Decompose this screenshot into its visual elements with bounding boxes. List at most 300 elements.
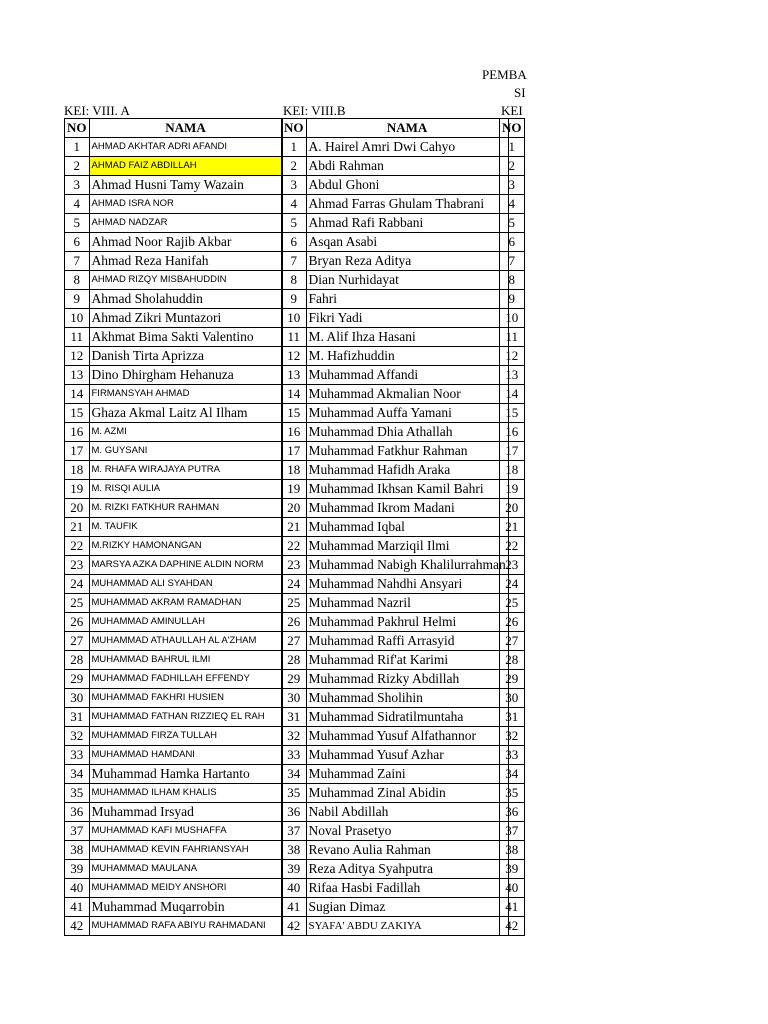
row-number: 38 — [282, 841, 307, 860]
student-name: MUHAMMAD ILHAM KHALIS — [89, 784, 282, 803]
student-name: Muhammad Raffi Arrasyid — [306, 632, 508, 651]
table-row — [282, 784, 509, 803]
row-number: 18 — [500, 461, 525, 480]
row-number: 39 — [65, 860, 90, 879]
table-row — [500, 594, 525, 613]
table-row — [282, 423, 509, 442]
student-name: Ahmad Husni Tamy Wazain — [89, 176, 282, 195]
row-number: 31 — [282, 708, 307, 727]
student-name: Abdi Rahman — [306, 157, 508, 176]
row-number: 27 — [65, 632, 90, 651]
row-number: 37 — [65, 822, 90, 841]
table-row — [282, 727, 509, 746]
row-number: 41 — [65, 898, 90, 917]
table-row — [282, 822, 509, 841]
row-number: 18 — [282, 461, 307, 480]
table-row — [500, 632, 525, 651]
row-number: 14 — [65, 385, 90, 404]
student-table-c — [499, 118, 525, 936]
table-row — [500, 841, 525, 860]
table-row — [65, 480, 283, 499]
table-row — [282, 328, 509, 347]
student-name: Muhammad Zaini — [306, 765, 508, 784]
row-number: 28 — [500, 651, 525, 670]
student-name: Muhammad Akmalian Noor — [306, 385, 508, 404]
table-row — [65, 765, 283, 784]
table-row — [500, 518, 525, 537]
row-number: 35 — [500, 784, 525, 803]
table-row — [65, 803, 283, 822]
table-row — [282, 385, 509, 404]
student-name: AHMAD FAIZ ABDILLAH — [89, 157, 282, 176]
row-number: 20 — [500, 499, 525, 518]
table-row — [282, 575, 509, 594]
student-name: Ahmad Noor Rajib Akbar — [89, 233, 282, 252]
table-row — [65, 157, 283, 176]
row-number: 27 — [282, 632, 307, 651]
table-row — [282, 176, 509, 195]
table-row — [65, 841, 283, 860]
table-row — [65, 708, 283, 727]
table-row — [65, 347, 283, 366]
row-number: 32 — [500, 727, 525, 746]
table-row — [282, 898, 509, 917]
student-name: Asqan Asabi — [306, 233, 508, 252]
row-number: 13 — [282, 366, 307, 385]
row-number: 10 — [282, 309, 307, 328]
row-number: 40 — [500, 879, 525, 898]
row-number: 42 — [500, 917, 525, 936]
row-number: 5 — [282, 214, 307, 233]
row-number: 1 — [500, 138, 525, 157]
row-number: 14 — [282, 385, 307, 404]
student-name: Muhammad Sholihin — [306, 689, 508, 708]
table-row — [65, 670, 283, 689]
row-number: 22 — [282, 537, 307, 556]
student-name: MUHAMMAD RAFA ABIYU RAHMADANI — [89, 917, 282, 936]
row-number: 25 — [500, 594, 525, 613]
header-line-2: SI — [514, 85, 526, 100]
student-name: M. GUYSANI — [89, 442, 282, 461]
table-row — [282, 632, 509, 651]
student-name: Muhammad Sidratilmuntaha — [306, 708, 508, 727]
row-number: 24 — [500, 575, 525, 594]
student-name: Muhammad Ikrom Madani — [306, 499, 508, 518]
row-number: 32 — [65, 727, 90, 746]
table-row — [65, 214, 283, 233]
row-number: 9 — [500, 290, 525, 309]
table-row — [500, 366, 525, 385]
row-number: 1 — [282, 138, 307, 157]
table-row — [65, 746, 283, 765]
table-row — [500, 898, 525, 917]
table-row — [282, 917, 509, 936]
student-name: MUHAMMAD MEIDY ANSHORI — [89, 879, 282, 898]
row-number: 23 — [282, 556, 307, 575]
student-name: Muhammad Marziqil Ilmi — [306, 537, 508, 556]
student-name: Abdul Ghoni — [306, 176, 508, 195]
row-number: 13 — [65, 366, 90, 385]
table-row — [282, 708, 509, 727]
row-number: 15 — [282, 404, 307, 423]
column-header-no: NO — [65, 119, 90, 138]
student-name: MUHAMMAD FAKHRI HUSIEN — [89, 689, 282, 708]
row-number: 11 — [65, 328, 90, 347]
table-row — [500, 727, 525, 746]
table-row — [282, 309, 509, 328]
table-row — [65, 499, 283, 518]
header-line-1: PEMBA — [482, 67, 527, 82]
row-number: 25 — [65, 594, 90, 613]
table-row — [500, 423, 525, 442]
row-number: 5 — [65, 214, 90, 233]
table-row — [282, 689, 509, 708]
row-number: 11 — [282, 328, 307, 347]
student-name: M. AZMI — [89, 423, 282, 442]
table-row — [65, 556, 283, 575]
table-row — [500, 575, 525, 594]
student-name: M. RHAFA WIRAJAYA PUTRA — [89, 461, 282, 480]
row-number: 40 — [65, 879, 90, 898]
table-row — [500, 651, 525, 670]
row-number: 41 — [282, 898, 307, 917]
row-number: 16 — [65, 423, 90, 442]
student-name: Ahmad Rafi Rabbani — [306, 214, 508, 233]
table-row — [65, 613, 283, 632]
table-row — [65, 594, 283, 613]
table-row — [65, 518, 283, 537]
row-number: 17 — [65, 442, 90, 461]
table-row — [500, 822, 525, 841]
student-name: FIRMANSYAH AHMAD — [89, 385, 282, 404]
row-number: 4 — [500, 195, 525, 214]
row-number: 23 — [500, 556, 525, 575]
class-label-a: KEI: VIII. A — [64, 103, 130, 118]
table-row — [500, 480, 525, 499]
table-row — [500, 746, 525, 765]
student-name: Rifaa Hasbi Fadillah — [306, 879, 508, 898]
row-number: 15 — [500, 404, 525, 423]
table-row — [500, 537, 525, 556]
table-row — [65, 309, 283, 328]
table-row — [282, 366, 509, 385]
table-row — [65, 879, 283, 898]
student-name: Reza Aditya Syahputra — [306, 860, 508, 879]
student-name: Muhammad Pakhrul Helmi — [306, 613, 508, 632]
student-name: Akhmat Bima Sakti Valentino — [89, 328, 282, 347]
table-row — [500, 290, 525, 309]
row-number: 33 — [500, 746, 525, 765]
table-row — [500, 803, 525, 822]
table-row — [500, 860, 525, 879]
table-row — [65, 138, 283, 157]
student-name: Muhammad Nahdhi Ansyari — [306, 575, 508, 594]
table-row — [500, 385, 525, 404]
row-number: 40 — [282, 879, 307, 898]
table-row — [65, 898, 283, 917]
student-name: AHMAD ISRA NOR — [89, 195, 282, 214]
table-row — [65, 366, 283, 385]
table-row — [65, 328, 283, 347]
student-name: Danish Tirta Aprizza — [89, 347, 282, 366]
table-row — [282, 613, 509, 632]
row-number: 28 — [65, 651, 90, 670]
row-number: 29 — [500, 670, 525, 689]
row-number: 21 — [500, 518, 525, 537]
row-number: 26 — [282, 613, 307, 632]
row-number: 24 — [282, 575, 307, 594]
table-row — [65, 860, 283, 879]
student-name: MUHAMMAD FATHAN RIZZIEQ EL RAH — [89, 708, 282, 727]
student-name: M. TAUFIK — [89, 518, 282, 537]
row-number: 8 — [65, 271, 90, 290]
table-row — [282, 461, 509, 480]
table-row — [65, 632, 283, 651]
table-row — [500, 765, 525, 784]
student-name: A. Hairel Amri Dwi Cahyo — [306, 138, 508, 157]
table-row — [282, 765, 509, 784]
table-row — [282, 442, 509, 461]
column-header-no: NO — [500, 119, 525, 138]
table-row — [282, 252, 509, 271]
row-number: 14 — [500, 385, 525, 404]
student-name: AHMAD RIZQY MISBAHUDDIN — [89, 271, 282, 290]
student-name: Dian Nurhidayat — [306, 271, 508, 290]
table-row — [282, 157, 509, 176]
class-label-c: KEI — [501, 103, 523, 118]
row-number: 7 — [500, 252, 525, 271]
row-number: 21 — [65, 518, 90, 537]
table-row — [282, 651, 509, 670]
row-number: 12 — [65, 347, 90, 366]
row-number: 2 — [500, 157, 525, 176]
row-number: 35 — [282, 784, 307, 803]
student-name: Muhammad Rizky Abdillah — [306, 670, 508, 689]
student-name: Muhammad Nazril — [306, 594, 508, 613]
table-row — [500, 670, 525, 689]
row-number: 7 — [282, 252, 307, 271]
row-number: 22 — [500, 537, 525, 556]
row-number: 36 — [282, 803, 307, 822]
table-row — [500, 233, 525, 252]
row-number: 42 — [65, 917, 90, 936]
student-name: Muhammad Rif'at Karimi — [306, 651, 508, 670]
student-name: Muhammad Hafidh Araka — [306, 461, 508, 480]
row-number: 6 — [65, 233, 90, 252]
student-name: MUHAMMAD ALI SYAHDAN — [89, 575, 282, 594]
table-row — [65, 537, 283, 556]
student-name: Ahmad Farras Ghulam Thabrani — [306, 195, 508, 214]
student-name: M. RIZKI FATKHUR RAHMAN — [89, 499, 282, 518]
student-name: Ahmad Zikri Muntazori — [89, 309, 282, 328]
student-name: Muhammad Iqbal — [306, 518, 508, 537]
table-row — [500, 328, 525, 347]
table-row — [65, 917, 283, 936]
student-name: M. RISQI AULIA — [89, 480, 282, 499]
table-row — [65, 651, 283, 670]
table-row — [282, 214, 509, 233]
row-number: 6 — [282, 233, 307, 252]
table-row — [500, 784, 525, 803]
row-number: 5 — [500, 214, 525, 233]
row-number: 41 — [500, 898, 525, 917]
row-number: 12 — [282, 347, 307, 366]
student-name: Muhammad Ikhsan Kamil Bahri — [306, 480, 508, 499]
row-number: 9 — [282, 290, 307, 309]
student-name: Muhammad Fatkhur Rahman — [306, 442, 508, 461]
table-row — [282, 404, 509, 423]
student-name: Fahri — [306, 290, 508, 309]
row-number: 1 — [65, 138, 90, 157]
table-row — [282, 670, 509, 689]
column-header-nama: NAMA — [89, 119, 282, 138]
row-number: 30 — [282, 689, 307, 708]
row-number: 3 — [500, 176, 525, 195]
row-number: 36 — [65, 803, 90, 822]
row-number: 12 — [500, 347, 525, 366]
student-name: Muhammad Yusuf Alfathannor — [306, 727, 508, 746]
table-row — [282, 537, 509, 556]
student-name: MARSYA AZKA DAPHINE ALDIN NORM — [89, 556, 282, 575]
row-number: 27 — [500, 632, 525, 651]
table-row — [500, 195, 525, 214]
row-number: 9 — [65, 290, 90, 309]
table-row — [500, 613, 525, 632]
table-row — [282, 347, 509, 366]
student-name: MUHAMMAD FADHILLAH EFFENDY — [89, 670, 282, 689]
class-label-b: KEI: VIII.B — [283, 103, 346, 118]
student-name: Muhammad Yusuf Azhar — [306, 746, 508, 765]
student-name: M. Hafizhuddin — [306, 347, 508, 366]
table-row — [282, 138, 509, 157]
table-row — [65, 252, 283, 271]
row-number: 19 — [500, 480, 525, 499]
table-row — [65, 784, 283, 803]
table-row — [65, 461, 283, 480]
row-number: 42 — [282, 917, 307, 936]
row-number: 39 — [500, 860, 525, 879]
table-row — [282, 556, 509, 575]
table-row — [282, 803, 509, 822]
row-number: 32 — [282, 727, 307, 746]
table-row — [282, 860, 509, 879]
row-number: 15 — [65, 404, 90, 423]
table-row — [500, 879, 525, 898]
row-number: 26 — [65, 613, 90, 632]
row-number: 11 — [500, 328, 525, 347]
row-number: 20 — [65, 499, 90, 518]
table-row — [282, 594, 509, 613]
student-name: MUHAMMAD AMINULLAH — [89, 613, 282, 632]
table-row — [65, 575, 283, 594]
row-number: 16 — [500, 423, 525, 442]
table-row — [65, 404, 283, 423]
table-row — [500, 499, 525, 518]
table-row — [65, 727, 283, 746]
row-number: 38 — [500, 841, 525, 860]
student-name: M.RIZKY HAMONANGAN — [89, 537, 282, 556]
column-header-no: NO — [282, 119, 307, 138]
row-number: 23 — [65, 556, 90, 575]
table-row — [65, 442, 283, 461]
row-number: 34 — [500, 765, 525, 784]
student-name: Ahmad Reza Hanifah — [89, 252, 282, 271]
student-name: Muhammad Zinal Abidin — [306, 784, 508, 803]
row-number: 22 — [65, 537, 90, 556]
row-number: 38 — [65, 841, 90, 860]
student-name: M. Alif Ihza Hasani — [306, 328, 508, 347]
table-row — [282, 195, 509, 214]
student-name: Ahmad Sholahuddin — [89, 290, 282, 309]
table-row — [282, 290, 509, 309]
table-row — [282, 841, 509, 860]
table-row — [500, 271, 525, 290]
row-number: 4 — [282, 195, 307, 214]
row-number: 4 — [65, 195, 90, 214]
row-number: 37 — [282, 822, 307, 841]
student-name: MUHAMMAD MAULANA — [89, 860, 282, 879]
row-number: 33 — [282, 746, 307, 765]
row-number: 18 — [65, 461, 90, 480]
student-name: MUHAMMAD ATHAULLAH AL A'ZHAM — [89, 632, 282, 651]
row-number: 17 — [282, 442, 307, 461]
student-name: MUHAMMAD KEVIN FAHRIANSYAH — [89, 841, 282, 860]
table-row — [500, 252, 525, 271]
table-row — [65, 233, 283, 252]
table-row — [65, 423, 283, 442]
student-name: MUHAMMAD HAMDANI — [89, 746, 282, 765]
table-row — [500, 176, 525, 195]
row-number: 30 — [65, 689, 90, 708]
table-row — [282, 746, 509, 765]
row-number: 21 — [282, 518, 307, 537]
student-name: Revano Aulia Rahman — [306, 841, 508, 860]
table-row — [65, 195, 283, 214]
table-row — [65, 271, 283, 290]
row-number: 37 — [500, 822, 525, 841]
student-name: Sugian Dimaz — [306, 898, 508, 917]
row-number: 7 — [65, 252, 90, 271]
row-number: 8 — [500, 271, 525, 290]
row-number: 19 — [65, 480, 90, 499]
student-name: Ghaza Akmal Laitz Al Ilham — [89, 404, 282, 423]
row-number: 24 — [65, 575, 90, 594]
row-number: 34 — [65, 765, 90, 784]
column-header-nama: NAMA — [306, 119, 508, 138]
row-number: 39 — [282, 860, 307, 879]
student-name: Muhammad Affandi — [306, 366, 508, 385]
row-number: 6 — [500, 233, 525, 252]
row-number: 31 — [65, 708, 90, 727]
student-name: Nabil Abdillah — [306, 803, 508, 822]
student-name: MUHAMMAD FIRZA TULLAH — [89, 727, 282, 746]
student-name: Muhammad Auffa Yamani — [306, 404, 508, 423]
table-row — [65, 385, 283, 404]
student-name: Muhammad Nabigh Khalilurrahman — [306, 556, 508, 575]
student-name: MUHAMMAD KAFI MUSHAFFA — [89, 822, 282, 841]
student-name: Muhammad Hamka Hartanto — [89, 765, 282, 784]
student-table-a — [64, 118, 283, 936]
student-name: SYAFA' ABDU ZAKIYA — [306, 917, 508, 936]
table-row — [500, 917, 525, 936]
student-name: AHMAD NADZAR — [89, 214, 282, 233]
student-name: MUHAMMAD BAHRUL ILMI — [89, 651, 282, 670]
row-number: 33 — [65, 746, 90, 765]
row-number: 3 — [65, 176, 90, 195]
table-row — [282, 233, 509, 252]
table-row — [65, 689, 283, 708]
row-number: 28 — [282, 651, 307, 670]
